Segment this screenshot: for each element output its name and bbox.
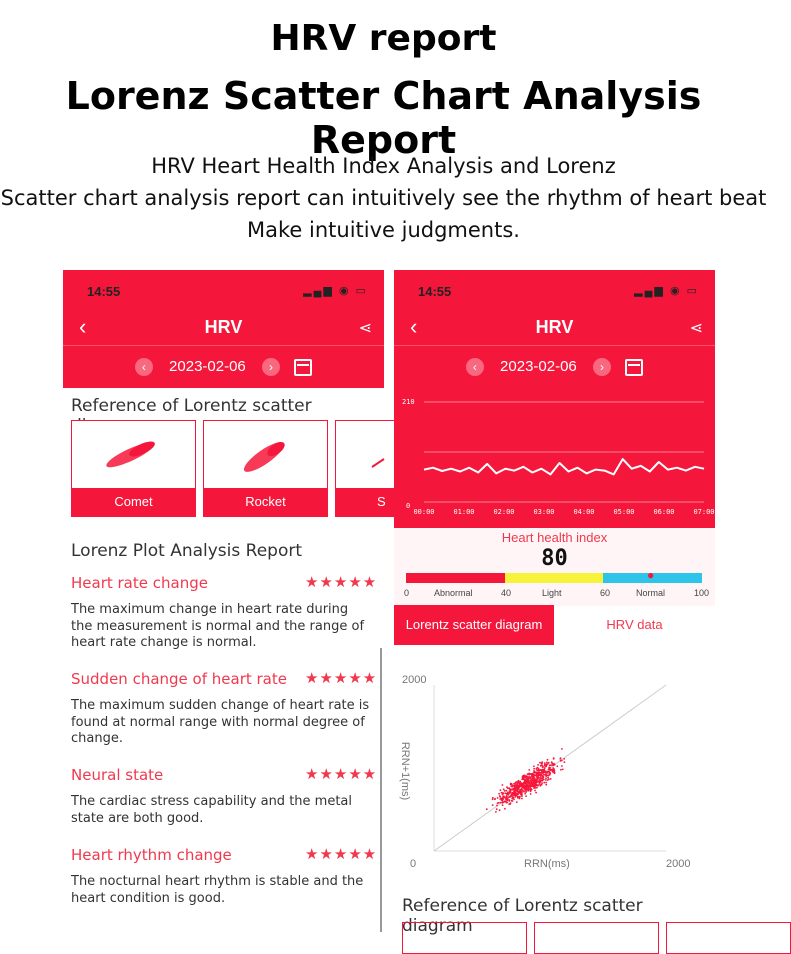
tab-lorentz-scatter[interactable]: Lorentz scatter diagram bbox=[394, 605, 554, 645]
share-icon[interactable]: ⋖ bbox=[358, 320, 372, 337]
scatter-point bbox=[503, 801, 505, 803]
reference-card-bottom[interactable] bbox=[402, 922, 527, 954]
scrollbar[interactable] bbox=[380, 648, 382, 932]
scatter-point bbox=[547, 777, 549, 779]
scatter-point bbox=[545, 777, 547, 779]
scatter-point bbox=[523, 786, 525, 788]
scatter-point bbox=[516, 801, 518, 803]
scatter-point bbox=[509, 799, 511, 801]
scatter-point bbox=[545, 771, 547, 773]
rating-stars: ★★★★★ bbox=[305, 766, 378, 783]
scatter-point bbox=[502, 802, 504, 804]
scatter-point bbox=[499, 798, 501, 800]
rating-stars: ★★★★★ bbox=[305, 846, 378, 863]
scatter-point bbox=[534, 771, 536, 773]
scatter-point bbox=[516, 793, 518, 795]
scatter-point bbox=[560, 757, 562, 759]
scatter-point bbox=[519, 790, 521, 792]
page-title: HRV report bbox=[270, 18, 497, 59]
reference-title: Reference of Lorentz scatter bbox=[71, 396, 312, 416]
scatter-point bbox=[536, 772, 538, 774]
scatter-point bbox=[528, 780, 530, 782]
x-tick-label: 05:00 bbox=[613, 508, 635, 516]
scatter-point bbox=[496, 808, 498, 810]
page-subtitle-title: Lorenz Scatter Chart Analysis Report bbox=[65, 74, 702, 162]
scatter-point bbox=[492, 804, 494, 806]
item-description: The cardiac stress capability and the metal state are both good. bbox=[71, 794, 352, 826]
scatter-point bbox=[544, 767, 546, 769]
back-icon[interactable]: ‹ bbox=[79, 314, 87, 339]
scatter-point bbox=[528, 776, 530, 778]
reference-card-comet[interactable] bbox=[71, 420, 196, 517]
item-description: The maximum sudden change of heart rate is found at normal range with normal degree of change. bbox=[71, 698, 370, 746]
comet-scatter-thumbnail bbox=[72, 421, 195, 487]
scatter-point bbox=[520, 784, 522, 786]
lorenz-origin-label: 0 bbox=[410, 858, 417, 870]
scatter-point bbox=[518, 780, 520, 782]
scatter-point bbox=[542, 772, 544, 774]
scatter-point bbox=[510, 784, 512, 786]
scatter-point bbox=[514, 783, 516, 785]
right-phone-screen bbox=[394, 270, 715, 946]
scatter-point bbox=[541, 763, 543, 765]
reference-card-label: Rocket bbox=[204, 488, 327, 516]
reference-card-bottom[interactable] bbox=[666, 922, 791, 954]
scatter-point bbox=[547, 772, 549, 774]
scatter-point bbox=[542, 775, 544, 777]
lorenz-y-axis-label: RRN+1(ms) bbox=[399, 741, 412, 801]
scatter-point bbox=[522, 775, 524, 777]
scatter-point bbox=[530, 793, 532, 795]
scatter-point bbox=[521, 794, 523, 796]
scatter-point bbox=[545, 779, 547, 781]
scatter-point bbox=[514, 792, 516, 794]
scatter-point bbox=[535, 792, 537, 794]
scatter-point bbox=[546, 764, 548, 766]
lorenz-y-max-label: 2000 bbox=[402, 674, 427, 686]
x-tick-label: 07:00 bbox=[693, 508, 715, 516]
scatter-point bbox=[560, 760, 562, 762]
scatter-point bbox=[512, 793, 514, 795]
x-tick-label: 01:00 bbox=[453, 508, 475, 516]
scatter-point bbox=[494, 798, 496, 800]
reference-card-bottom[interactable] bbox=[534, 922, 659, 954]
scatter-point bbox=[547, 779, 549, 781]
scatter-point bbox=[552, 764, 554, 766]
scatter-point bbox=[524, 780, 526, 782]
scatter-point bbox=[525, 791, 527, 793]
scatter-point bbox=[545, 784, 547, 786]
scatter-point bbox=[526, 787, 528, 789]
scatter-point bbox=[551, 762, 553, 764]
scatter-point bbox=[536, 778, 538, 780]
scatter-point bbox=[537, 769, 539, 771]
scatter-point bbox=[498, 802, 500, 804]
scatter-point bbox=[548, 762, 550, 764]
scatter-point bbox=[534, 782, 536, 784]
scatter-point bbox=[533, 768, 535, 770]
scatter-point bbox=[528, 769, 530, 771]
scatter-point bbox=[541, 764, 543, 766]
scatter-point bbox=[540, 778, 542, 780]
band-tick-60: 60 bbox=[600, 588, 611, 598]
reference-title-bottom: Reference of Lorentz scatter diagram bbox=[402, 896, 643, 936]
scatter-point bbox=[495, 811, 497, 813]
item-title-heart-rhythm: Heart rhythm change bbox=[71, 846, 232, 864]
scatter-point bbox=[517, 789, 519, 791]
scatter-point bbox=[499, 796, 501, 798]
health-index-value: 80 bbox=[541, 546, 568, 571]
scatter-point bbox=[545, 782, 547, 784]
scatter-point bbox=[530, 773, 532, 775]
band-abnormal bbox=[406, 573, 505, 583]
health-index-band bbox=[406, 573, 702, 583]
scatter-point bbox=[534, 790, 536, 792]
item-description: The maximum change in heart rate during the measurement is normal and the range of heart rate change is normal. bbox=[71, 602, 365, 650]
scatter-point bbox=[546, 762, 548, 764]
scatter-point bbox=[539, 774, 541, 776]
report-title: Lorenz Plot Analysis Report bbox=[71, 541, 302, 561]
scatter-point bbox=[537, 764, 539, 766]
scatter-point bbox=[551, 769, 553, 771]
left-phone-screen bbox=[63, 270, 384, 946]
date-label: 2023-02-06 bbox=[169, 358, 246, 375]
x-tick-label: 02:00 bbox=[493, 508, 515, 516]
next-date-icon[interactable]: › bbox=[262, 358, 280, 376]
scatter-point bbox=[532, 783, 534, 785]
scatter-point bbox=[553, 757, 555, 759]
scatter-point bbox=[521, 798, 523, 800]
scatter-point bbox=[492, 797, 494, 799]
date-label: 2023-02-06 bbox=[500, 358, 577, 375]
prev-date-icon[interactable]: ‹ bbox=[466, 358, 484, 376]
scatter-point bbox=[510, 802, 512, 804]
prev-date-icon[interactable]: ‹ bbox=[135, 358, 153, 376]
band-tick-40: 40 bbox=[501, 588, 512, 598]
scatter-point bbox=[523, 783, 525, 785]
health-index-marker-icon: ● bbox=[647, 568, 655, 582]
status-icons: ▂▄▆ ◉ ▭ bbox=[303, 285, 368, 297]
item-description: The nocturnal heart rhythm is stable and the heart condition is good. bbox=[71, 874, 364, 906]
lorenz-x-axis-label: RRN(ms) bbox=[524, 858, 570, 870]
hrv-line-chart bbox=[394, 390, 715, 520]
scatter-point bbox=[530, 789, 532, 791]
scatter-point bbox=[503, 792, 505, 794]
scatter-point bbox=[532, 780, 534, 782]
scatter-point bbox=[509, 796, 511, 798]
band-tick-100: 100 bbox=[694, 588, 710, 598]
scatter-point bbox=[528, 782, 530, 784]
scatter-point bbox=[530, 781, 532, 783]
scatter-point bbox=[523, 791, 525, 793]
scatter-point bbox=[527, 776, 529, 778]
reference-card-rocket[interactable] bbox=[203, 420, 328, 517]
scatter-point bbox=[539, 772, 541, 774]
next-date-icon[interactable]: › bbox=[593, 358, 611, 376]
lorenz-x-max-label: 2000 bbox=[666, 858, 691, 870]
health-index-title: Heart health index bbox=[501, 530, 608, 545]
date-selector bbox=[63, 358, 384, 376]
scatter-point bbox=[517, 786, 519, 788]
chart-y-min-label: 0 bbox=[406, 502, 411, 510]
scatter-point bbox=[560, 769, 562, 771]
scatter-point bbox=[511, 800, 513, 802]
scatter-point bbox=[564, 761, 566, 763]
band-label-abnormal: Abnormal bbox=[434, 588, 473, 598]
scatter-point bbox=[512, 796, 514, 798]
scatter-point bbox=[504, 792, 506, 794]
scatter-point bbox=[500, 789, 502, 791]
hrv-series-line bbox=[424, 459, 704, 474]
scatter-point bbox=[542, 766, 544, 768]
header-divider bbox=[63, 345, 384, 346]
calendar-icon[interactable] bbox=[294, 359, 312, 376]
band-light bbox=[505, 573, 604, 583]
scatter-point bbox=[496, 805, 498, 807]
scatter-point bbox=[541, 782, 543, 784]
status-icons: ▂▄▆ ◉ ▭ bbox=[634, 285, 699, 297]
scatter-point bbox=[528, 788, 530, 790]
share-icon[interactable]: ⋖ bbox=[689, 320, 703, 337]
scatter-point bbox=[541, 784, 543, 786]
scatter-point bbox=[549, 764, 551, 766]
scatter-point bbox=[497, 797, 499, 799]
scatter-point bbox=[550, 769, 552, 771]
x-tick-label: 04:00 bbox=[573, 508, 595, 516]
band-label-normal: Normal bbox=[636, 588, 666, 598]
scatter-point bbox=[502, 797, 504, 799]
scatter-point bbox=[504, 796, 506, 798]
scatter-point bbox=[504, 790, 506, 792]
scatter-point bbox=[540, 769, 542, 771]
scatter-point bbox=[505, 790, 507, 792]
scatter-point bbox=[510, 785, 512, 787]
scatter-point bbox=[536, 787, 538, 789]
item-title-heart-rate-change: Heart rate change bbox=[71, 574, 208, 592]
scatter-point bbox=[538, 775, 540, 777]
scatter-point bbox=[500, 802, 502, 804]
x-tick-label: 03:00 bbox=[533, 508, 555, 516]
rocket-scatter-thumbnail bbox=[204, 421, 327, 487]
scatter-point bbox=[527, 773, 529, 775]
scatter-point bbox=[510, 792, 512, 794]
description-line-3: Make intuitive judgments. bbox=[247, 218, 520, 242]
band-label-light: Light bbox=[542, 588, 562, 598]
scatter-point bbox=[534, 775, 536, 777]
status-time: 14:55 bbox=[418, 284, 452, 299]
scatter-point bbox=[561, 748, 563, 750]
scatter-point bbox=[507, 799, 509, 801]
scatter-point bbox=[549, 772, 551, 774]
nav-title: HRV bbox=[535, 317, 574, 337]
scatter-point bbox=[561, 765, 563, 767]
scatter-point bbox=[524, 775, 526, 777]
scatter-point bbox=[504, 808, 506, 810]
rating-stars: ★★★★★ bbox=[305, 670, 378, 687]
scatter-point bbox=[532, 785, 534, 787]
scatter-point bbox=[535, 774, 537, 776]
scatter-point bbox=[502, 804, 504, 806]
date-selector bbox=[394, 358, 715, 376]
reference-card-label: S bbox=[336, 488, 459, 516]
scatter-point bbox=[532, 778, 534, 780]
scatter-point bbox=[501, 800, 503, 802]
scatter-point bbox=[506, 796, 508, 798]
scatter-point bbox=[547, 774, 549, 776]
scatter-point bbox=[549, 767, 551, 769]
reference-card-label: Comet bbox=[72, 488, 195, 516]
scatter-point bbox=[502, 784, 504, 786]
band-tick-0: 0 bbox=[404, 588, 410, 598]
scatter-point bbox=[515, 790, 517, 792]
scatter-point bbox=[499, 809, 501, 811]
chart-y-max-label: 210 bbox=[402, 398, 415, 406]
scatter-point bbox=[533, 787, 535, 789]
scatter-point bbox=[498, 793, 500, 795]
scatter-point bbox=[533, 765, 535, 767]
scatter-point bbox=[506, 793, 508, 795]
rating-stars: ★★★★★ bbox=[305, 574, 378, 591]
scatter-point bbox=[547, 759, 549, 761]
scatter-point bbox=[554, 771, 556, 773]
x-tick-label: 00:00 bbox=[413, 508, 435, 516]
header-divider bbox=[394, 345, 715, 346]
scatter-point bbox=[513, 788, 515, 790]
description-line-2: Scatter chart analysis report can intuitively see the rhythm of heart beat bbox=[0, 186, 767, 210]
scatter-point bbox=[529, 785, 531, 787]
scatter-point bbox=[503, 788, 505, 790]
status-time: 14:55 bbox=[87, 284, 121, 299]
scatter-point bbox=[543, 774, 545, 776]
scatter-point bbox=[521, 783, 523, 785]
scatter-point bbox=[518, 791, 520, 793]
scatter-point bbox=[524, 793, 526, 795]
scatter-point bbox=[532, 775, 534, 777]
scatter-point bbox=[517, 781, 519, 783]
scatter-point bbox=[517, 796, 519, 798]
scatter-point bbox=[553, 768, 555, 770]
scatter-point bbox=[508, 787, 510, 789]
lorenz-scatter-chart bbox=[434, 685, 666, 851]
description-line-1: HRV Heart Health Index Analysis and Lorenz bbox=[151, 154, 616, 178]
scatter-point bbox=[505, 801, 507, 803]
scatter-point bbox=[509, 789, 511, 791]
scatter-point bbox=[534, 784, 536, 786]
scatter-point bbox=[537, 785, 539, 787]
tab-hrv-data[interactable]: HRV data bbox=[606, 617, 663, 632]
scatter-point bbox=[492, 798, 494, 800]
scatter-point bbox=[556, 765, 558, 767]
scatter-point bbox=[563, 758, 565, 760]
calendar-icon[interactable] bbox=[625, 359, 643, 376]
scatter-point bbox=[524, 777, 526, 779]
scatter-point bbox=[525, 795, 527, 797]
scatter-point bbox=[543, 782, 545, 784]
item-title-neural-state: Neural state bbox=[71, 766, 164, 784]
item-title-sudden-change: Sudden change of heart rate bbox=[71, 670, 287, 688]
scatter-point bbox=[532, 773, 534, 775]
back-icon[interactable]: ‹ bbox=[410, 314, 418, 339]
scatter-point bbox=[538, 768, 540, 770]
scatter-point bbox=[552, 771, 554, 773]
scatter-point bbox=[550, 778, 552, 780]
scatter-point bbox=[562, 769, 564, 771]
scatter-point bbox=[539, 782, 541, 784]
x-tick-label: 06:00 bbox=[653, 508, 675, 516]
scatter-point bbox=[526, 789, 528, 791]
nav-title: HRV bbox=[204, 317, 243, 337]
scatter-point bbox=[486, 808, 488, 810]
scatter-point bbox=[538, 777, 540, 779]
